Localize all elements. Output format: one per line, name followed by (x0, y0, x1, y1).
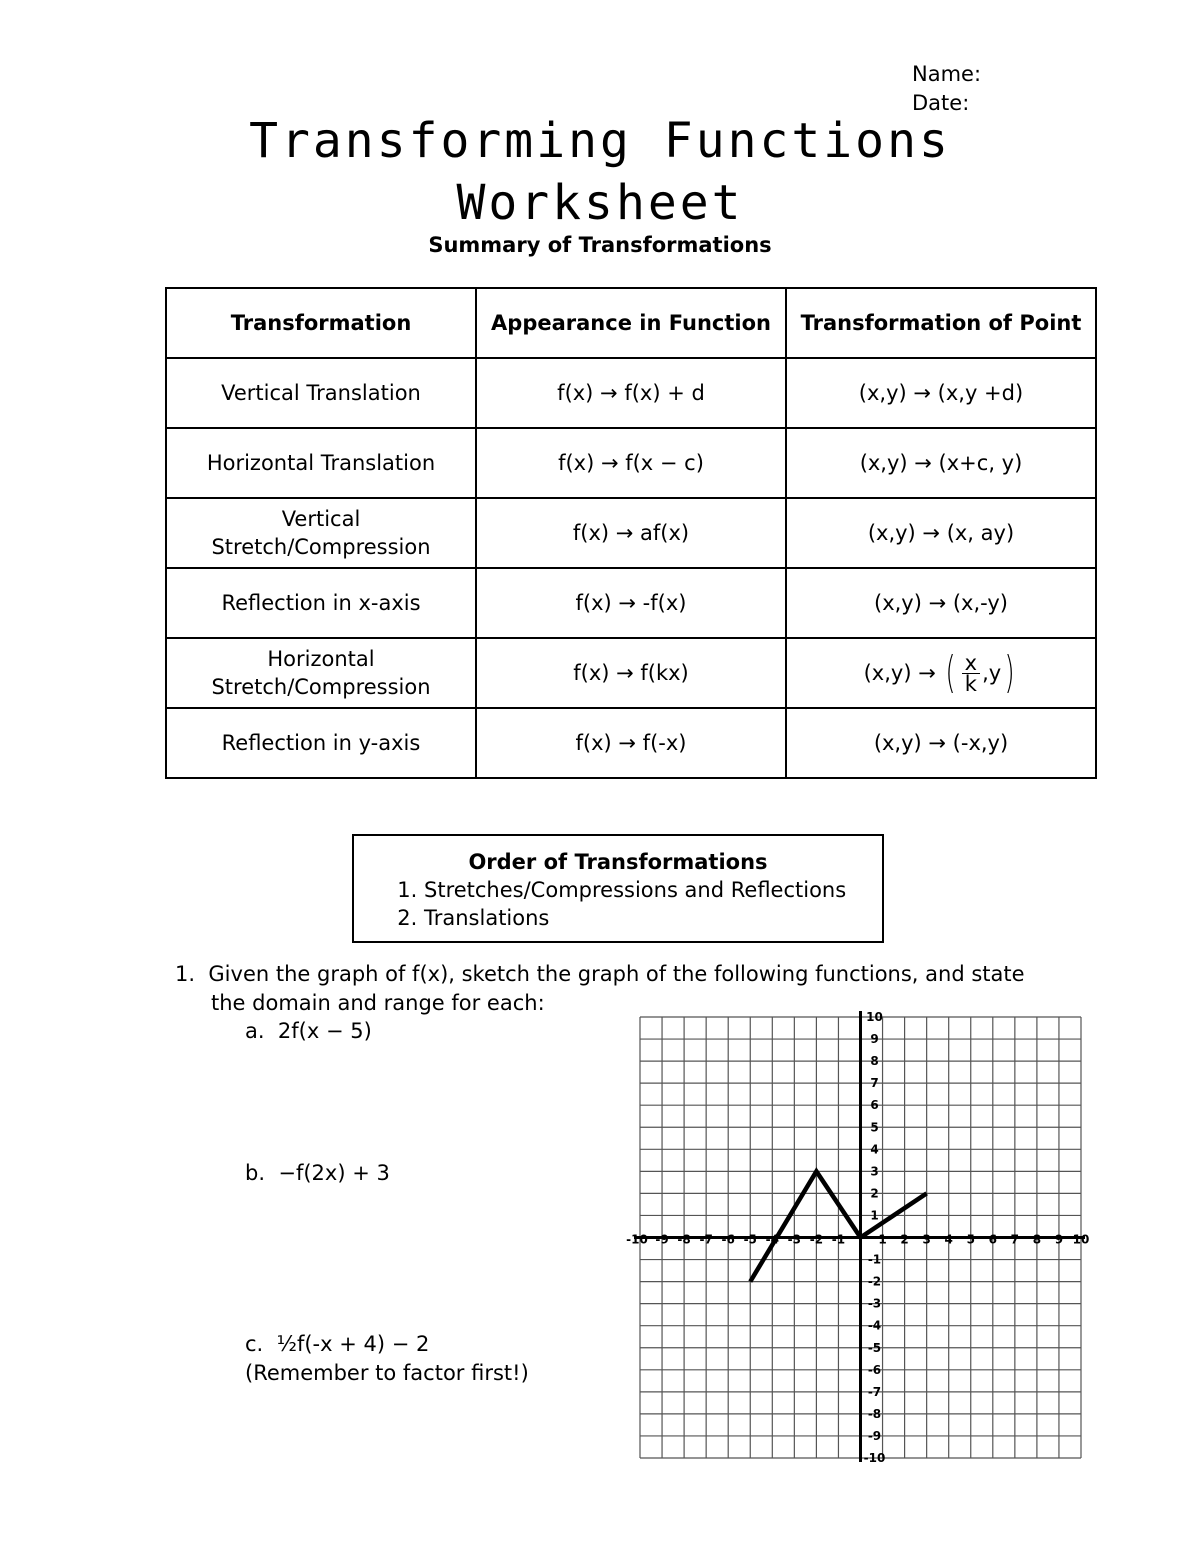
y-tick-label: 1 (870, 1208, 879, 1223)
order-of-transformations-box (352, 834, 884, 943)
coordinate-grid-graph (610, 1000, 1090, 1470)
list-item: 2. Translations (424, 904, 882, 932)
y-tick-label: -9 (867, 1428, 882, 1443)
x-tick-label: -2 (809, 1232, 824, 1247)
y-tick-label: -2 (867, 1274, 882, 1289)
section-subtitle: Summary of Transformations (428, 233, 772, 257)
part-c: c. ½f(-x + 4) − 2 (Remember to factor first!) (245, 1332, 529, 1385)
part-c-note: (Remember to factor first!) (245, 1361, 529, 1385)
y-tick-label: 6 (870, 1098, 879, 1113)
y-tick-label: -8 (867, 1406, 882, 1421)
point-cell: (x,y) → (-x,y) (786, 708, 1096, 778)
title-line-1: Transforming Functions (249, 113, 951, 169)
x-tick-label: -6 (721, 1232, 735, 1247)
x-tick-label: -8 (677, 1232, 691, 1247)
question-text: Given the graph of f(x), sketch the graph of the following functions, and state the domain and range for each: (208, 962, 1025, 1015)
x-tick-label: -10 (626, 1232, 648, 1247)
question-number: 1. (175, 962, 196, 986)
part-c-expression: ½f(-x + 4) − 2 (276, 1332, 430, 1356)
transformation-cell: Vertical Translation (166, 358, 476, 428)
name-label: Name: (912, 62, 982, 86)
transformation-cell: Reflection in x-axis (166, 568, 476, 638)
part-a-expression: 2f(x − 5) (277, 1019, 372, 1043)
y-tick-label: -6 (867, 1362, 882, 1377)
x-tick-label: 2 (900, 1232, 909, 1247)
transformation-cell: Vertical Stretch/Compression (166, 498, 476, 568)
table-header: Transformation (166, 288, 476, 358)
x-tick-label: 10 (1072, 1232, 1090, 1247)
point-cell: (x,y) → (x+c, y) (786, 428, 1096, 498)
y-tick-label: 10 (866, 1010, 883, 1024)
y-tick-label: -3 (867, 1296, 882, 1311)
x-tick-label: -4 (765, 1232, 779, 1247)
y-tick-label: 4 (870, 1142, 879, 1157)
x-tick-label: 7 (1010, 1232, 1020, 1247)
point-cell: (x,y) → (x,-y) (786, 568, 1096, 638)
y-tick-label: 2 (870, 1186, 879, 1201)
transformation-cell: Horizontal Stretch/Compression (166, 638, 476, 708)
function-cell: f(x) → f(-x) (476, 708, 786, 778)
y-tick-label: 8 (870, 1054, 879, 1069)
table-row (166, 638, 1096, 708)
table-header: Transformation of Point (786, 288, 1096, 358)
table-row (166, 498, 1096, 568)
x-tick-label: -5 (743, 1232, 757, 1247)
page-title (0, 110, 1200, 234)
x-tick-label: 9 (1054, 1232, 1064, 1247)
point-cell (786, 638, 1096, 708)
x-tick-label: -7 (699, 1232, 713, 1247)
transformation-cell: Reflection in y-axis (166, 708, 476, 778)
table-header-row (166, 288, 1096, 358)
date-label: Date: (912, 91, 970, 115)
y-tick-label: 7 (870, 1076, 879, 1091)
order-list (354, 876, 882, 932)
table-row (166, 568, 1096, 638)
part-a: a. 2f(x − 5) (245, 1019, 372, 1043)
y-tick-label: -7 (867, 1384, 882, 1399)
function-cell: f(x) → af(x) (476, 498, 786, 568)
table-header: Appearance in Function (476, 288, 786, 358)
title-line-2: Worksheet (456, 175, 744, 231)
x-tick-label: -9 (655, 1232, 669, 1247)
table-row (166, 708, 1096, 778)
function-cell: f(x) → -f(x) (476, 568, 786, 638)
x-tick-label: 4 (944, 1232, 953, 1247)
x-tick-label: 1 (878, 1232, 887, 1247)
y-tick-label: -10 (863, 1451, 886, 1465)
list-item: 1. Stretches/Compressions and Reflections (424, 876, 882, 904)
x-tick-label: -3 (787, 1232, 802, 1247)
point-cell: (x,y) → (x, ay) (786, 498, 1096, 568)
x-tick-label: 8 (1032, 1232, 1042, 1247)
y-tick-label: 5 (870, 1120, 879, 1135)
y-tick-label: -5 (867, 1340, 882, 1355)
transformation-cell: Horizontal Translation (166, 428, 476, 498)
table-row (166, 358, 1096, 428)
x-tick-label: -1 (831, 1232, 846, 1247)
y-tick-label: 3 (870, 1164, 879, 1179)
part-b: b. −f(2x) + 3 (245, 1161, 390, 1185)
fraction-expression: (x,y) → ( $\frac{x}{k}$ ,y ) (863, 647, 1015, 698)
order-title: Order of Transformations (468, 850, 768, 874)
x-tick-label: 5 (966, 1232, 975, 1247)
function-cell: f(x) → f(x − c) (476, 428, 786, 498)
y-tick-label: -1 (867, 1252, 882, 1267)
y-tick-label: 9 (870, 1032, 879, 1047)
part-b-expression: −f(2x) + 3 (278, 1161, 390, 1185)
x-tick-label: 6 (988, 1232, 997, 1247)
function-cell: f(x) → f(x) + d (476, 358, 786, 428)
table-row (166, 428, 1096, 498)
x-tick-label: 3 (922, 1232, 931, 1247)
point-cell: (x,y) → (x,y +d) (786, 358, 1096, 428)
function-cell: f(x) → f(kx) (476, 638, 786, 708)
transformations-table (165, 287, 1097, 779)
y-tick-label: -4 (867, 1318, 882, 1333)
